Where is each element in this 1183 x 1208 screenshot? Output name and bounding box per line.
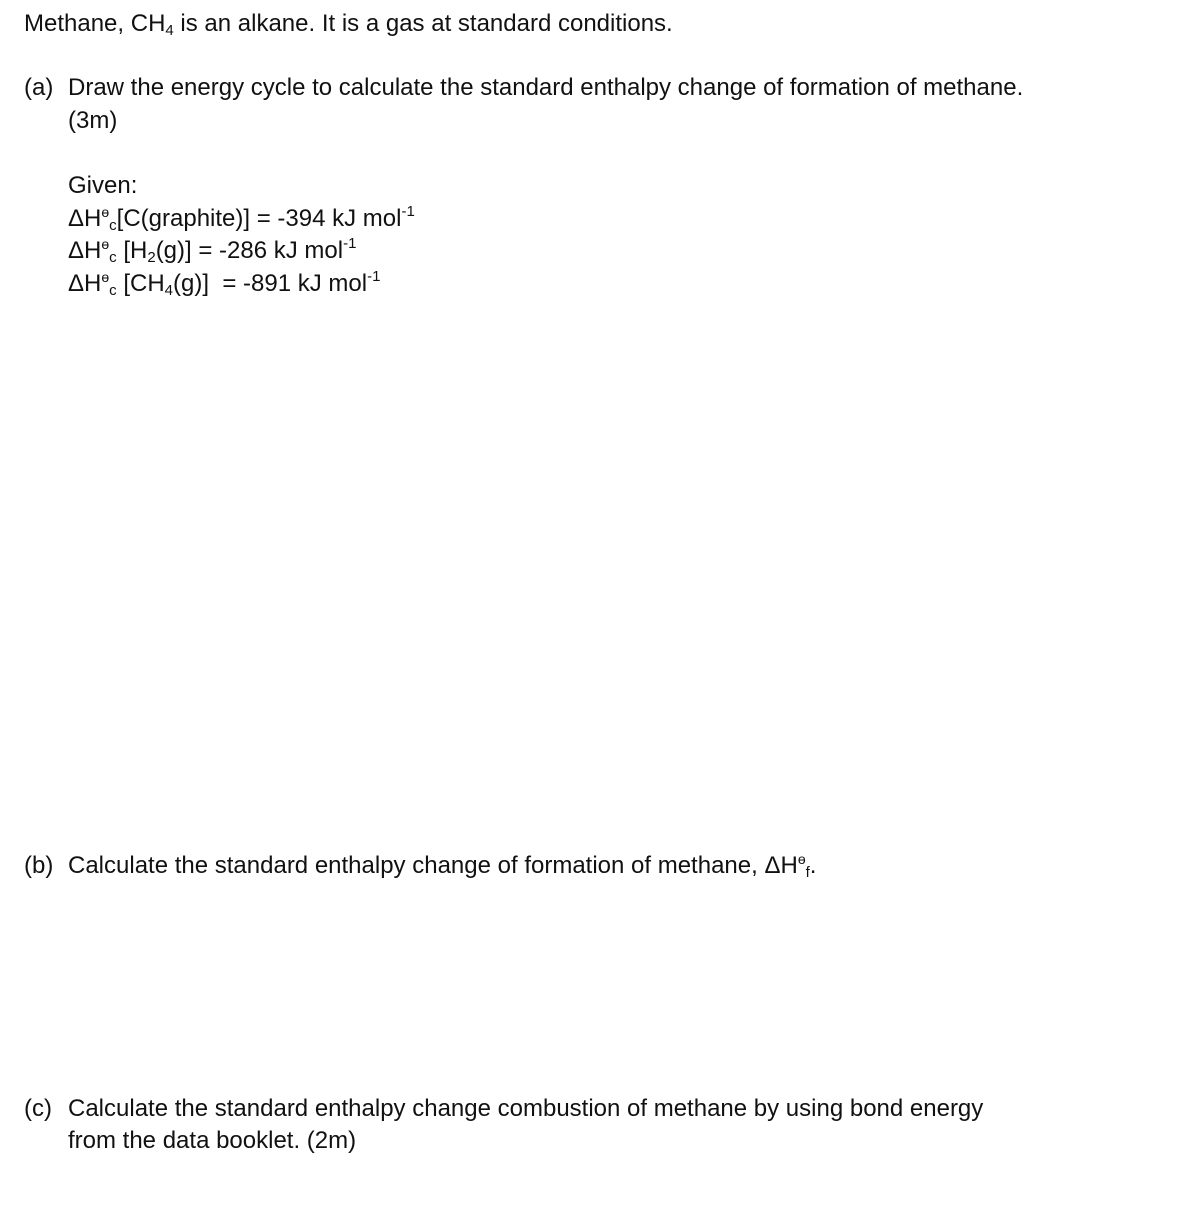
species-subscript: 4 xyxy=(164,282,174,299)
part-c-question xyxy=(24,1093,983,1125)
unit-superscript: -1 xyxy=(401,203,415,220)
part-b-end: . xyxy=(809,852,817,879)
intro-subscript: 4 xyxy=(165,22,174,39)
intro-line xyxy=(24,8,673,40)
part-b-question xyxy=(24,850,816,882)
intro-text: Methane, CH xyxy=(24,10,166,37)
part-a-marks: (3m) xyxy=(68,107,118,134)
enthalpy-value: = -891 kJ mol xyxy=(209,270,368,297)
enthalpy-value: = -286 kJ mol xyxy=(191,237,344,264)
given-heading: Given: xyxy=(68,172,138,199)
unit-superscript: -1 xyxy=(343,235,357,252)
standard-state-symbol: ɵ xyxy=(101,204,110,220)
given-row-hydrogen xyxy=(68,235,356,267)
enthalpy-value: = -394 kJ mol xyxy=(250,205,402,232)
combustion-subscript: c xyxy=(109,282,117,299)
part-a-text: Draw the energy cycle to calculate the standard enthalpy change of formation of methane. xyxy=(68,74,1024,101)
delta-h-symbol: ΔH xyxy=(68,205,102,232)
part-a-label: (a) xyxy=(24,74,54,101)
combustion-subscript: c xyxy=(109,249,117,266)
species-subscript: 2 xyxy=(147,249,156,266)
delta-h-symbol: ΔH xyxy=(68,237,102,264)
given-row-graphite xyxy=(68,203,415,235)
formation-subscript: f xyxy=(805,864,810,881)
given-row-methane xyxy=(68,268,380,300)
species-end: (g)] xyxy=(173,270,210,297)
species: [H xyxy=(116,237,148,264)
delta-h-symbol: ΔH xyxy=(68,270,102,297)
part-b-label: (b) xyxy=(24,852,54,879)
part-c-text: Calculate the standard enthalpy change combustion of methane by using bond energy xyxy=(68,1095,984,1122)
combustion-subscript: c xyxy=(109,217,117,234)
species-end: (g)] xyxy=(155,237,192,264)
standard-state-symbol: ɵ xyxy=(797,851,806,867)
intro-text-end: is an alkane. It is a gas at standard conditions. xyxy=(173,10,673,37)
unit-superscript: -1 xyxy=(367,268,381,285)
species: [C(graphite)] xyxy=(116,205,251,232)
standard-state-symbol: ɵ xyxy=(101,236,110,252)
part-c-label: (c) xyxy=(24,1095,52,1122)
part-a-question xyxy=(24,72,1023,104)
standard-state-symbol: ɵ xyxy=(101,269,110,285)
species: [CH xyxy=(116,270,165,297)
part-b-text: Calculate the standard enthalpy change of formation of methane, ΔH xyxy=(68,852,798,879)
part-c-text-line2: from the data booklet. (2m) xyxy=(68,1127,357,1154)
